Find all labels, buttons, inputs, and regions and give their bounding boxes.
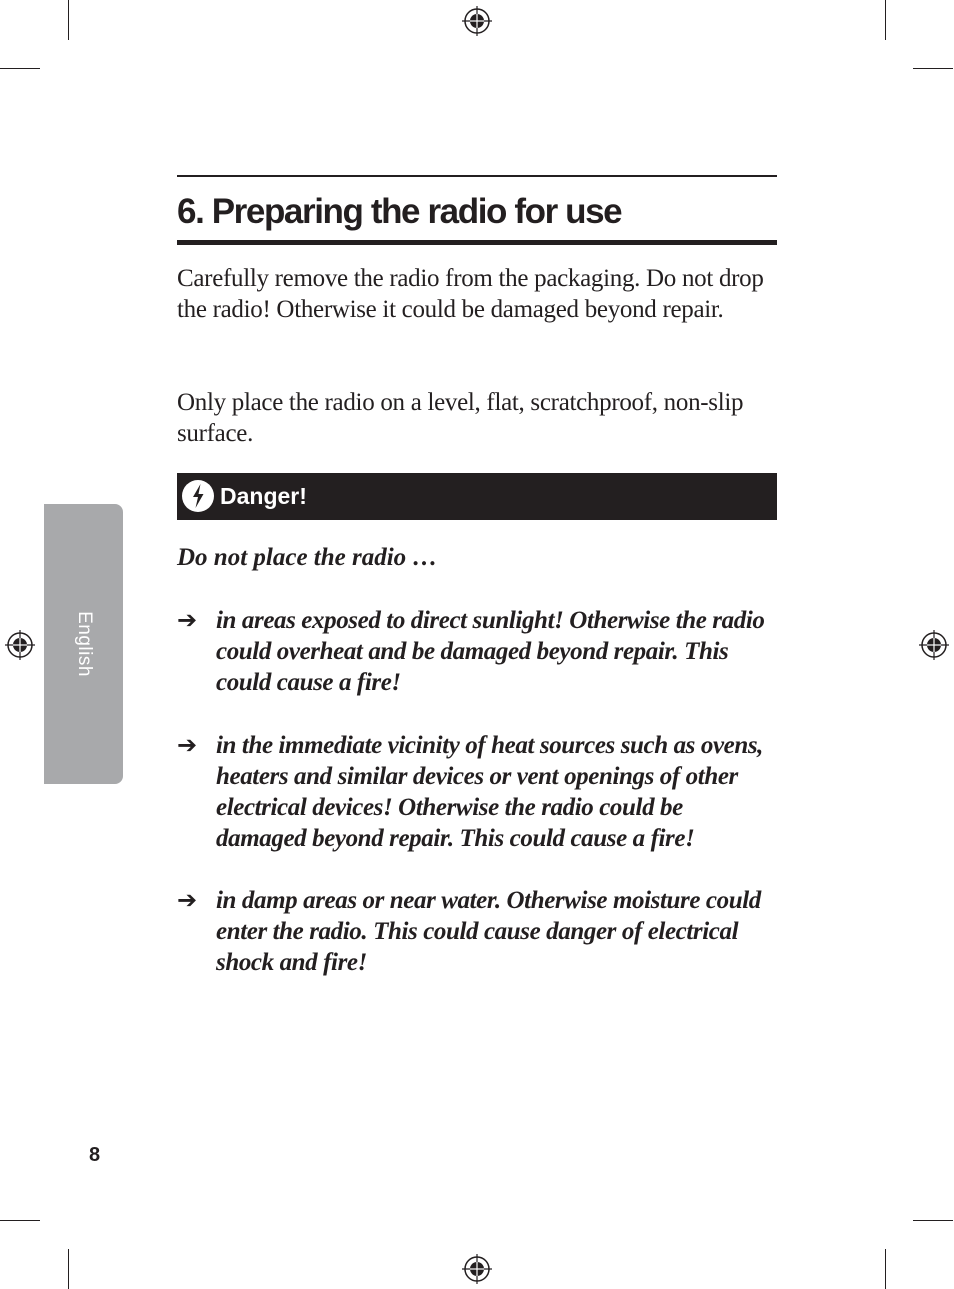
crop-mark xyxy=(913,68,953,69)
danger-banner xyxy=(177,473,777,520)
crop-mark xyxy=(68,1249,69,1289)
placement-paragraph: Only place the radio on a level, flat, scratchproof, non-slip surface. xyxy=(177,389,744,447)
intro-paragraph: Carefully remove the radio from the packaging. Do not drop the radio! Otherwise it could be damaged beyond repair. xyxy=(177,265,764,323)
lightning-icon xyxy=(182,480,214,512)
crop-mark xyxy=(885,1249,886,1289)
registration-mark-icon xyxy=(919,630,949,660)
crop-mark xyxy=(0,1220,40,1221)
registration-mark-icon xyxy=(5,630,35,660)
crop-mark xyxy=(885,0,886,40)
arrow-right-icon: ➔ xyxy=(177,731,198,759)
heading-rule-bottom xyxy=(177,240,777,245)
warning-lead: Do not place the radio … xyxy=(177,544,438,571)
crop-mark xyxy=(913,1220,953,1221)
list-item-text: in the immediate vicinity of heat sources such as ovens, heaters and similar devices or vent openings of other electrical devices! Otherwise the radio could be damaged beyond repair. This could cause a fire! xyxy=(216,732,764,852)
arrow-right-icon: ➔ xyxy=(177,606,198,634)
danger-label: Danger! xyxy=(220,483,307,509)
arrow-right-icon: ➔ xyxy=(177,886,198,914)
page-number: 8 xyxy=(89,1144,101,1166)
heading-rule-top xyxy=(177,175,777,177)
list-item-text: in areas exposed to direct sunlight! Otherwise the radio could overheat and be damaged beyond repair. This could cause a fire! xyxy=(216,607,765,696)
crop-mark xyxy=(0,68,40,69)
list-item-text: in damp areas or near water. Otherwise moisture could enter the radio. This could cause danger of electrical shock and fire! xyxy=(216,887,761,976)
crop-mark xyxy=(68,0,69,40)
registration-mark-icon xyxy=(462,1254,492,1284)
page-title: 6. Preparing the radio for use xyxy=(177,192,622,231)
language-tab-label: English xyxy=(74,611,95,677)
registration-mark-icon xyxy=(462,6,492,36)
